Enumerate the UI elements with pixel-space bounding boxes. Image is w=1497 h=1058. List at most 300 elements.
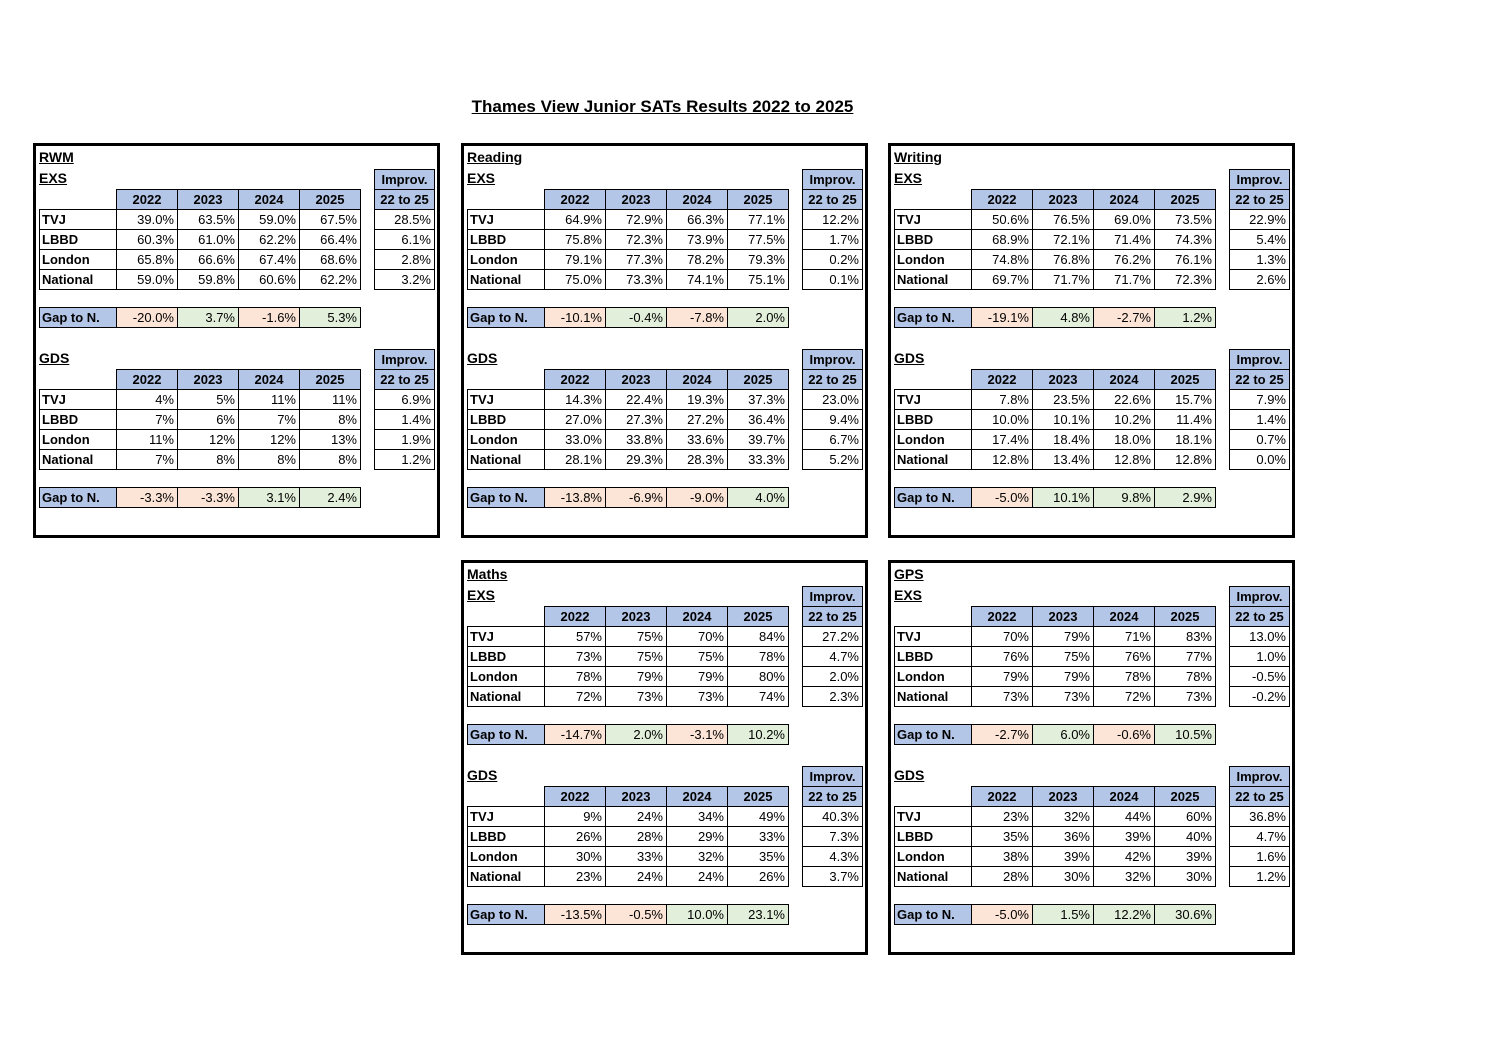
value-cell: 28% [972,867,1033,887]
improv-header-cell: Improv. [1230,767,1290,787]
table-row [468,827,789,847]
improv-subheader-cell: 22 to 25 [803,190,863,210]
gap-value-cell: -0.6% [1094,725,1155,745]
improv-value-cell: 1.9% [375,430,435,450]
year-header-cell: 2023 [178,370,239,390]
value-cell: 83% [1155,627,1216,647]
year-header-cell: 2022 [117,370,178,390]
improv-value-cell: 1.0% [1230,647,1290,667]
section-label: GDS [467,767,498,783]
improv-header-cell: Improv. [1230,587,1290,607]
improv-header-cell: Improv. [803,587,863,607]
gap-row-label: Gap to N. [895,905,972,925]
year-header-row [468,787,789,807]
gap-row [40,488,361,508]
improv-subheader-cell: 22 to 25 [803,787,863,807]
improv-value-cell: 28.5% [375,210,435,230]
year-header-row [40,370,361,390]
improv-value-cell: 12.2% [803,210,863,230]
year-header-cell: 2022 [972,190,1033,210]
gap-to-national-table [467,487,789,508]
row-label: LBBD [468,230,545,250]
table-row [468,230,789,250]
page-title: Thames View Junior SATs Results 2022 to 2025 [471,97,854,116]
section-label: GDS [39,350,70,366]
table-row [895,807,1216,827]
table-row [895,827,1216,847]
row-label: National [895,687,972,707]
improvement-column [1229,349,1290,470]
gap-value-cell: -13.5% [545,905,606,925]
results-table [894,369,1216,470]
value-cell: 36.4% [728,410,789,430]
gap-row-label: Gap to N. [40,308,117,328]
year-header-cell: 2025 [728,190,789,210]
value-cell: 75.1% [728,270,789,290]
improv-header-row [803,767,863,787]
table-row [40,450,361,470]
improvement-table [374,169,435,290]
block-reading [461,143,868,538]
year-header-cell: 2022 [972,370,1033,390]
value-cell: 27.0% [545,410,606,430]
gap-value-cell: 2.0% [606,725,667,745]
value-cell: 22.6% [1094,390,1155,410]
gap-value-cell: 2.4% [300,488,361,508]
results-table [467,369,789,470]
improv-subheader-row [375,190,435,210]
improv-value-cell: 40.3% [803,807,863,827]
corner-cell [40,190,117,210]
table-row [895,627,1216,647]
improv-header-row [1230,170,1290,190]
row-label: TVJ [468,390,545,410]
section-label: EXS [467,170,496,186]
value-cell: 78% [1155,667,1216,687]
gap-row [468,905,789,925]
table-row [895,687,1216,707]
value-cell: 78% [1094,667,1155,687]
results-table [467,786,789,887]
value-cell: 44% [1094,807,1155,827]
corner-cell [895,190,972,210]
gap-row-label: Gap to N. [468,308,545,328]
value-cell: 33.6% [667,430,728,450]
improv-subheader-cell: 22 to 25 [1230,787,1290,807]
year-header-cell: 2023 [178,190,239,210]
value-cell: 71% [1094,627,1155,647]
improv-header-cell: Improv. [375,170,435,190]
year-header-cell: 2025 [1155,370,1216,390]
value-cell: 13.4% [1033,450,1094,470]
improv-value-cell: 23.0% [803,390,863,410]
year-header-cell: 2025 [728,607,789,627]
value-cell: 73% [545,647,606,667]
improvement-table [1229,586,1290,707]
year-header-cell: 2025 [300,190,361,210]
table-row [468,807,789,827]
year-header-cell: 2024 [1094,370,1155,390]
value-cell: 30% [1033,867,1094,887]
results-table [894,189,1216,290]
table-row [40,250,361,270]
year-header-cell: 2022 [545,370,606,390]
value-cell: 62.2% [300,270,361,290]
row-label: LBBD [895,410,972,430]
improv-value-cell: 1.3% [1230,250,1290,270]
improv-value-row [1230,450,1290,470]
table-row [895,430,1216,450]
value-cell: 63.5% [178,210,239,230]
year-header-cell: 2025 [1155,787,1216,807]
value-cell: 72.3% [1155,270,1216,290]
table-row [895,270,1216,290]
improv-value-cell: 5.4% [1230,230,1290,250]
row-label: LBBD [40,230,117,250]
improv-value-cell: 27.2% [803,627,863,647]
row-label: National [895,270,972,290]
improv-header-row [803,587,863,607]
row-label: TVJ [895,627,972,647]
improv-subheader-row [1230,607,1290,627]
improv-value-row [803,450,863,470]
row-label: National [40,450,117,470]
improv-value-row [1230,230,1290,250]
year-header-cell: 2022 [545,607,606,627]
year-header-cell: 2022 [972,607,1033,627]
gap-value-cell: -9.0% [667,488,728,508]
improv-value-cell: 3.7% [803,867,863,887]
improv-value-cell: -0.2% [1230,687,1290,707]
value-cell: 33% [606,847,667,867]
gap-value-cell: -2.7% [972,725,1033,745]
value-cell: 22.4% [606,390,667,410]
table-row [895,847,1216,867]
table-row [468,250,789,270]
gap-value-cell: 5.3% [300,308,361,328]
improv-subheader-row [375,370,435,390]
improvement-table [802,349,863,470]
table-row [895,410,1216,430]
value-cell: 72.9% [606,210,667,230]
improv-subheader-cell: 22 to 25 [375,190,435,210]
value-cell: 27.2% [667,410,728,430]
year-header-cell: 2022 [545,190,606,210]
value-cell: 7% [239,410,300,430]
row-label: London [468,847,545,867]
value-cell: 76.1% [1155,250,1216,270]
improv-subheader-row [803,607,863,627]
row-label: London [468,250,545,270]
improv-value-row [375,210,435,230]
gap-value-cell: 23.1% [728,905,789,925]
gap-value-cell: -7.8% [667,308,728,328]
gds-section [894,766,1292,925]
value-cell: 9% [545,807,606,827]
value-cell: 28.3% [667,450,728,470]
value-cell: 76.5% [1033,210,1094,230]
row-label: LBBD [40,410,117,430]
year-header-cell: 2025 [300,370,361,390]
value-cell: 74.3% [1155,230,1216,250]
improv-value-cell: 13.0% [1230,627,1290,647]
improv-value-cell: 4.7% [1230,827,1290,847]
improvement-table [1229,349,1290,470]
improv-value-row [803,270,863,290]
section-label: GDS [894,767,925,783]
results-table [467,189,789,290]
table-row [40,230,361,250]
table-row [468,210,789,230]
value-cell: 57% [545,627,606,647]
improv-header-row [375,350,435,370]
value-cell: 59.8% [178,270,239,290]
value-cell: 75% [606,627,667,647]
improv-value-cell: 1.2% [1230,867,1290,887]
block-gps [888,560,1295,955]
value-cell: 10.2% [1094,410,1155,430]
year-header-cell: 2023 [606,190,667,210]
value-cell: 60% [1155,807,1216,827]
year-header-cell: 2024 [667,787,728,807]
gds-section [467,349,865,508]
improvement-table [802,766,863,887]
value-cell: 42% [1094,847,1155,867]
gap-value-cell: 4.8% [1033,308,1094,328]
gap-value-cell: 12.2% [1094,905,1155,925]
value-cell: 39% [1033,847,1094,867]
value-cell: 61.0% [178,230,239,250]
value-cell: 66.3% [667,210,728,230]
value-cell: 69.7% [972,270,1033,290]
gap-to-national-table [467,724,789,745]
improv-value-cell: 0.2% [803,250,863,270]
value-cell: 40% [1155,827,1216,847]
improv-subheader-cell: 22 to 25 [803,607,863,627]
row-label: TVJ [40,210,117,230]
year-header-cell: 2023 [1033,607,1094,627]
gap-row [895,725,1216,745]
improvement-column [374,169,435,290]
corner-cell [895,787,972,807]
row-label: TVJ [468,807,545,827]
value-cell: 68.6% [300,250,361,270]
value-cell: 4% [117,390,178,410]
table-row [468,687,789,707]
row-label: London [468,430,545,450]
improv-value-cell: -0.5% [1230,667,1290,687]
gds-section [467,766,865,925]
value-cell: 39% [1094,827,1155,847]
improv-value-row [803,390,863,410]
table-row [895,390,1216,410]
improv-value-row [1230,867,1290,887]
block-rwm [33,143,440,538]
corner-cell [40,370,117,390]
value-cell: 60.6% [239,270,300,290]
gap-value-cell: -0.5% [606,905,667,925]
row-label: London [895,847,972,867]
improv-subheader-cell: 22 to 25 [1230,607,1290,627]
improvement-table [1229,766,1290,887]
improv-value-row [375,250,435,270]
year-header-cell: 2022 [972,787,1033,807]
value-cell: 79.3% [728,250,789,270]
improv-value-cell: 0.7% [1230,430,1290,450]
value-cell: 18.4% [1033,430,1094,450]
gap-value-cell: 3.7% [178,308,239,328]
value-cell: 79% [606,667,667,687]
row-label: London [40,430,117,450]
value-cell: 78% [545,667,606,687]
improv-subheader-cell: 22 to 25 [1230,370,1290,390]
improv-subheader-row [1230,370,1290,390]
value-cell: 72% [1094,687,1155,707]
value-cell: 74.1% [667,270,728,290]
value-cell: 33.3% [728,450,789,470]
value-cell: 66.4% [300,230,361,250]
value-cell: 64.9% [545,210,606,230]
value-cell: 68.9% [972,230,1033,250]
improv-value-row [375,450,435,470]
value-cell: 79.1% [545,250,606,270]
value-cell: 74% [728,687,789,707]
value-cell: 24% [606,807,667,827]
value-cell: 59.0% [117,270,178,290]
row-label: London [895,250,972,270]
value-cell: 29% [667,827,728,847]
improvement-table [374,349,435,470]
improv-value-row [375,390,435,410]
improvement-table [1229,169,1290,290]
row-label: National [468,270,545,290]
value-cell: 76% [1094,647,1155,667]
table-row [468,847,789,867]
value-cell: 77.1% [728,210,789,230]
value-cell: 73% [606,687,667,707]
table-row [895,230,1216,250]
improvement-column [1229,766,1290,887]
year-header-cell: 2022 [117,190,178,210]
value-cell: 18.1% [1155,430,1216,450]
improv-value-cell: 36.8% [1230,807,1290,827]
value-cell: 17.4% [972,430,1033,450]
improv-subheader-cell: 22 to 25 [1230,190,1290,210]
gap-row-label: Gap to N. [468,905,545,925]
improv-value-row [803,410,863,430]
year-header-cell: 2024 [667,190,728,210]
improv-value-cell: 9.4% [803,410,863,430]
improv-value-row [803,827,863,847]
row-label: LBBD [895,647,972,667]
corner-cell [468,787,545,807]
improv-header-row [803,350,863,370]
table-row [40,270,361,290]
value-cell: 72.1% [1033,230,1094,250]
value-cell: 75% [606,647,667,667]
exs-section [467,169,865,328]
improv-value-cell: 2.3% [803,687,863,707]
table-row [895,250,1216,270]
value-cell: 23% [972,807,1033,827]
improv-value-cell: 0.0% [1230,450,1290,470]
value-cell: 75.0% [545,270,606,290]
improv-header-cell: Improv. [803,767,863,787]
row-label: TVJ [895,390,972,410]
gap-row [895,905,1216,925]
improv-value-row [803,627,863,647]
gap-value-cell: 6.0% [1033,725,1094,745]
improv-value-row [1230,270,1290,290]
value-cell: 7% [117,450,178,470]
table-row [40,390,361,410]
row-spacer [467,887,865,904]
value-cell: 39.7% [728,430,789,450]
row-label: National [468,687,545,707]
block-writing [888,143,1295,538]
improv-value-row [1230,827,1290,847]
value-cell: 23% [545,867,606,887]
improv-value-row [803,430,863,450]
improv-header-row [375,170,435,190]
year-header-row [895,787,1216,807]
improv-subheader-row [803,370,863,390]
gap-value-cell: -13.8% [545,488,606,508]
improv-subheader-row [1230,787,1290,807]
improv-value-row [1230,410,1290,430]
value-cell: 75% [667,647,728,667]
gap-value-cell: 10.5% [1155,725,1216,745]
table-row [40,210,361,230]
improv-value-cell: 1.4% [1230,410,1290,430]
improv-value-cell: 3.2% [375,270,435,290]
improv-value-row [803,230,863,250]
gap-to-national-table [894,487,1216,508]
gap-to-national-table [894,307,1216,328]
gap-value-cell: 1.2% [1155,308,1216,328]
value-cell: 32% [1094,867,1155,887]
value-cell: 27.3% [606,410,667,430]
gap-value-cell: -3.1% [667,725,728,745]
row-label: LBBD [468,827,545,847]
improv-value-cell: 1.2% [375,450,435,470]
value-cell: 75.8% [545,230,606,250]
year-header-cell: 2023 [606,607,667,627]
table-row [895,450,1216,470]
corner-cell [468,190,545,210]
improv-value-cell: 2.0% [803,667,863,687]
value-cell: 71.7% [1094,270,1155,290]
table-row [468,627,789,647]
improvement-table [802,586,863,707]
value-cell: 24% [606,867,667,887]
row-spacer [39,470,437,487]
table-row [895,867,1216,887]
gap-value-cell: 2.0% [728,308,789,328]
value-cell: 73.3% [606,270,667,290]
gap-row [468,488,789,508]
improv-subheader-row [803,190,863,210]
value-cell: 39% [1155,847,1216,867]
improvement-column [1229,586,1290,707]
row-label: TVJ [468,210,545,230]
improvement-column [802,586,863,707]
improv-value-cell: 2.6% [1230,270,1290,290]
value-cell: 12% [178,430,239,450]
year-header-cell: 2024 [1094,607,1155,627]
value-cell: 32% [1033,807,1094,827]
value-cell: 73.5% [1155,210,1216,230]
